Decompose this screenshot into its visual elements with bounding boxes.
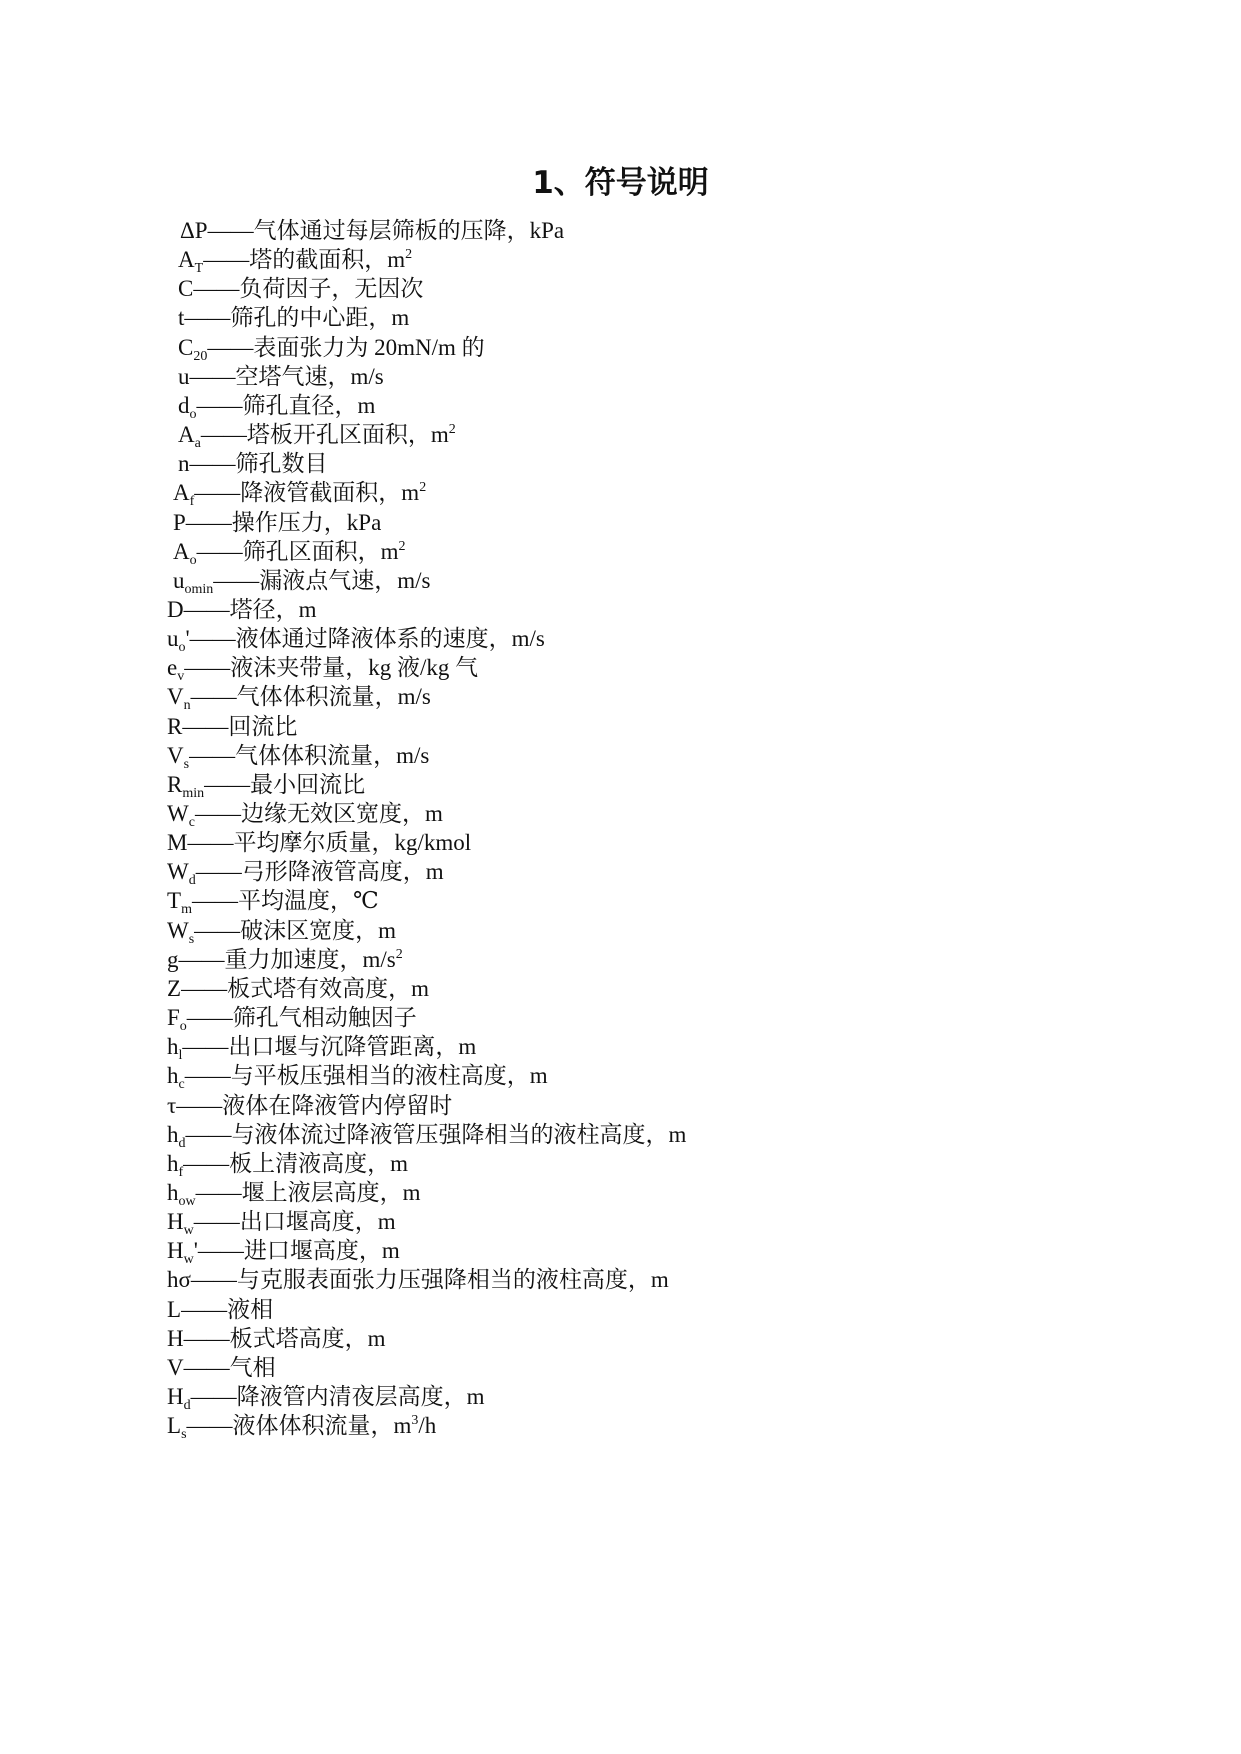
symbol-item <box>167 1410 436 1442</box>
symbol-dash: —— <box>204 771 251 797</box>
symbol-item <box>178 332 485 364</box>
symbol-description: 堰上液层高度，m <box>241 1179 421 1205</box>
symbol-dash: —— <box>194 480 241 506</box>
symbol-dash: —— <box>200 422 247 448</box>
symbol-subscript: c <box>188 815 195 830</box>
symbol-base: g <box>167 946 179 972</box>
symbol-item <box>178 448 328 480</box>
symbol-base: V <box>167 684 184 710</box>
symbol-base: M <box>167 830 188 856</box>
symbol-description: 弓形降液管高度，m <box>241 859 444 885</box>
symbol-item <box>173 507 381 539</box>
symbol-description: 回流比 <box>228 713 298 739</box>
symbol-dash: —— <box>176 1092 223 1118</box>
symbol-dash: —— <box>186 1413 233 1439</box>
symbol-item <box>167 711 297 743</box>
symbol-item <box>178 390 375 422</box>
symbol-dash: —— <box>189 363 236 389</box>
symbol-dash: —— <box>181 975 228 1001</box>
symbol-dash: —— <box>195 1179 242 1205</box>
symbol-base: R <box>167 771 183 797</box>
symbol-description: 与克服表面张力压强降相当的液柱高度，m <box>236 1267 669 1293</box>
symbol-dash: —— <box>196 538 243 564</box>
symbol-item <box>167 681 431 713</box>
symbol-subscript: w <box>183 1252 194 1268</box>
symbol-dash: —— <box>193 1209 240 1235</box>
symbol-base: τ <box>167 1092 177 1118</box>
symbol-dash: —— <box>184 1063 231 1089</box>
symbol-description: 塔板开孔区面积，m <box>246 422 449 448</box>
symbol-subscript: n <box>183 698 191 714</box>
symbol-base: W <box>167 801 189 826</box>
symbol-dash: —— <box>191 888 238 914</box>
symbol-prime: ' <box>193 1238 198 1264</box>
symbol-item <box>167 1148 408 1180</box>
symbol-base: ΔP <box>180 218 208 243</box>
symbol-base: H <box>167 1238 184 1264</box>
symbol-item <box>167 798 443 830</box>
symbol-subscript: min <box>182 785 205 801</box>
symbol-description: 筛孔的中心距，m <box>230 305 410 331</box>
symbol-subscript: d <box>188 873 196 889</box>
symbol-description: 重力加速度，m/s <box>224 946 396 972</box>
symbol-dash: —— <box>195 859 242 885</box>
symbol-description: 出口堰高度，m <box>239 1209 396 1235</box>
symbol-item <box>167 1177 421 1209</box>
symbol-item <box>178 244 412 276</box>
symbol-description: 板式塔有效高度，m <box>227 975 429 1001</box>
symbol-dash: —— <box>194 917 241 943</box>
symbol-subscript: w <box>183 1223 194 1239</box>
symbol-dash: —— <box>190 684 237 710</box>
symbol-description: 出口堰与沉降管距离，m <box>228 1034 477 1060</box>
symbol-subscript: c <box>178 1077 185 1093</box>
symbol-subscript: f <box>189 494 195 510</box>
symbol-base: C <box>178 334 194 360</box>
symbol-subscript: 20 <box>193 348 208 364</box>
description-superscript: 2 <box>419 480 427 496</box>
symbol-dash: —— <box>207 218 254 243</box>
symbol-item <box>180 215 564 247</box>
symbol-subscript: s <box>188 931 195 947</box>
symbol-item <box>167 623 545 655</box>
symbol-dash: —— <box>189 626 236 652</box>
symbol-base: W <box>167 917 189 943</box>
symbol-base: hσ <box>167 1267 191 1293</box>
symbol-item <box>167 740 429 772</box>
symbol-dash: —— <box>178 946 225 972</box>
symbol-dash: —— <box>194 801 241 826</box>
symbol-base: W <box>167 859 189 885</box>
description-superscript: 2 <box>398 538 406 554</box>
symbol-dash: —— <box>181 1296 228 1322</box>
symbol-subscript: s <box>183 756 190 772</box>
symbol-description: 板式塔高度，m <box>229 1325 386 1351</box>
symbol-description: 平均摩尔质量，kg/kmol <box>233 830 472 856</box>
symbol-item <box>167 1264 669 1296</box>
symbol-description: 空塔气速，m/s <box>235 363 384 389</box>
symbol-item <box>167 1381 485 1413</box>
symbol-subscript: a <box>194 436 201 452</box>
symbol-subscript: ow <box>178 1193 196 1209</box>
symbol-item <box>178 273 423 305</box>
symbol-item <box>167 1352 276 1384</box>
symbol-base: A <box>178 422 195 448</box>
symbol-item <box>167 973 429 1005</box>
symbol-subscript: s <box>181 1427 187 1443</box>
symbol-description: 气体通过每层筛板的压降，kPa <box>253 218 565 243</box>
symbol-dash: —— <box>182 713 229 739</box>
symbol-dash: —— <box>193 276 240 302</box>
symbol-base: F <box>167 1005 180 1031</box>
symbol-dash: —— <box>184 655 231 681</box>
symbol-description: 操作压力，kPa <box>231 509 382 535</box>
symbol-base: V <box>167 742 184 768</box>
symbol-item <box>167 769 365 801</box>
symbol-base: h <box>167 1121 179 1147</box>
symbol-subscript: f <box>178 1164 184 1180</box>
symbol-subscript: v <box>177 669 185 685</box>
symbol-description: 最小回流比 <box>250 771 366 797</box>
symbol-dash: —— <box>213 567 260 593</box>
symbol-item <box>167 1031 476 1063</box>
symbol-dash: —— <box>190 1384 237 1409</box>
symbol-base: n <box>178 451 190 477</box>
symbol-base: C <box>178 276 194 302</box>
symbol-item <box>167 1090 452 1122</box>
symbol-base: h <box>167 1063 179 1089</box>
description-superscript: 2 <box>405 247 413 263</box>
symbol-description: 与平板压强相当的液柱高度，m <box>230 1063 548 1089</box>
symbol-description: 表面张力为 20mN/m 的 <box>253 334 485 360</box>
symbol-item <box>167 652 478 684</box>
symbol-subscript: d <box>183 1398 191 1413</box>
symbol-item <box>167 885 379 917</box>
symbol-dash: —— <box>185 1121 232 1147</box>
symbol-base: L <box>167 1296 182 1322</box>
symbol-base: A <box>173 480 190 506</box>
symbol-base: Z <box>167 975 182 1001</box>
symbol-base: L <box>167 1413 182 1439</box>
description-tail: /h <box>418 1413 437 1439</box>
symbol-item <box>167 594 317 626</box>
symbol-item <box>167 944 403 976</box>
symbol-base: t <box>178 305 185 331</box>
symbol-item <box>167 1002 417 1034</box>
page-title: 1、符号说明 <box>532 165 709 201</box>
symbol-dash: —— <box>197 1238 244 1264</box>
symbol-subscript: T <box>194 261 204 277</box>
symbol-item <box>167 1060 548 1092</box>
symbol-description: 筛孔直径，m <box>242 392 376 418</box>
symbol-subscript: d <box>178 1135 186 1151</box>
symbol-description: 板上清液高度，m <box>229 1150 409 1176</box>
symbol-description: 筛孔区面积，m <box>242 538 399 564</box>
symbol-base: e <box>167 655 178 681</box>
symbol-dash: —— <box>196 392 243 418</box>
symbol-subscript: o <box>179 1019 187 1035</box>
description-superscript: 3 <box>411 1413 419 1429</box>
symbol-item <box>173 536 406 568</box>
symbol-base: u <box>173 567 185 593</box>
symbol-description: 筛孔数目 <box>235 451 328 477</box>
symbol-base: h <box>167 1150 179 1176</box>
symbol-dash: —— <box>183 1354 230 1380</box>
symbol-dash: —— <box>189 451 236 477</box>
symbol-dash: —— <box>203 247 250 273</box>
symbol-description: 液相 <box>227 1296 274 1322</box>
symbol-item <box>167 1206 396 1238</box>
symbol-description: 进口堰高度，m <box>243 1238 400 1264</box>
symbol-subscript: o <box>189 406 197 422</box>
symbol-base: h <box>167 1034 179 1060</box>
symbol-description: 气体体积流量，m/s <box>235 742 430 768</box>
symbol-base: d <box>178 392 190 418</box>
symbol-dash: —— <box>190 1267 237 1293</box>
symbol-base: u <box>178 363 190 389</box>
symbol-description: 液体通过降液体系的速度，m/s <box>235 626 545 652</box>
symbol-item <box>178 361 384 393</box>
symbol-base: T <box>167 888 182 914</box>
symbol-item <box>167 1119 686 1151</box>
symbol-base: R <box>167 713 183 739</box>
symbol-dash: —— <box>182 1034 229 1060</box>
symbol-description: 气体体积流量，m/s <box>236 684 431 710</box>
symbol-base: H <box>167 1325 184 1351</box>
symbol-dash: —— <box>183 596 230 622</box>
symbol-item <box>173 477 426 509</box>
symbol-dash: —— <box>187 830 234 856</box>
symbol-description: 漏液点气速，m/s <box>259 567 431 593</box>
symbol-dash: —— <box>185 509 232 535</box>
symbol-base: D <box>167 596 184 622</box>
symbol-base: A <box>178 247 195 273</box>
symbol-dash: —— <box>189 742 236 768</box>
symbol-base: H <box>167 1209 184 1235</box>
symbol-description: 液沫夹带量，kg 液/kg 气 <box>230 655 479 681</box>
symbol-subscript: m <box>181 902 192 918</box>
symbol-subscript: o <box>178 640 186 656</box>
symbol-item <box>167 915 396 947</box>
symbol-description: 破沫区宽度，m <box>240 917 397 943</box>
symbol-base: H <box>167 1384 184 1409</box>
symbol-item <box>167 1235 400 1267</box>
symbol-description: 塔径，m <box>229 596 317 622</box>
symbol-description: 负荷因子，无因次 <box>239 276 424 302</box>
symbol-base: A <box>173 538 190 564</box>
symbol-item <box>178 419 456 451</box>
symbol-description: 液体在降液管内停留时 <box>222 1092 453 1118</box>
symbol-item <box>167 1323 386 1355</box>
symbol-base: V <box>167 1354 184 1380</box>
symbol-description: 液体体积流量，m <box>232 1413 412 1439</box>
symbol-description: 降液管内清夜层高度，m <box>236 1384 485 1409</box>
symbol-dash: —— <box>207 334 254 360</box>
description-superscript: 2 <box>448 422 456 438</box>
symbol-subscript: o <box>189 552 197 568</box>
symbol-description: 气相 <box>229 1354 276 1380</box>
symbol-description: 塔的截面积，m <box>249 247 406 273</box>
symbol-description: 平均温度，℃ <box>237 888 379 914</box>
symbol-item <box>167 1294 273 1326</box>
symbol-base: u <box>167 626 179 652</box>
symbol-description: 边缘无效区宽度，m <box>240 801 443 826</box>
symbol-dash: —— <box>183 1325 230 1351</box>
symbol-subscript: omin <box>184 581 214 597</box>
symbol-description: 与液体流过降液管压强降相当的液柱高度，m <box>231 1121 687 1147</box>
symbol-description: 筛孔气相动触因子 <box>232 1005 417 1031</box>
description-superscript: 2 <box>395 946 403 962</box>
symbol-base: h <box>167 1179 179 1205</box>
symbol-dash: —— <box>184 305 231 331</box>
symbol-item <box>178 302 409 334</box>
symbol-base: P <box>173 509 186 535</box>
symbol-item <box>167 827 471 859</box>
symbol-description: 降液管截面积，m <box>240 480 420 506</box>
symbol-subscript: l <box>178 1048 183 1064</box>
symbol-dash: —— <box>186 1005 233 1031</box>
symbol-item <box>173 565 431 597</box>
symbol-dash: —— <box>183 1150 230 1176</box>
symbol-item <box>167 856 444 888</box>
symbol-prime: ' <box>185 626 190 652</box>
